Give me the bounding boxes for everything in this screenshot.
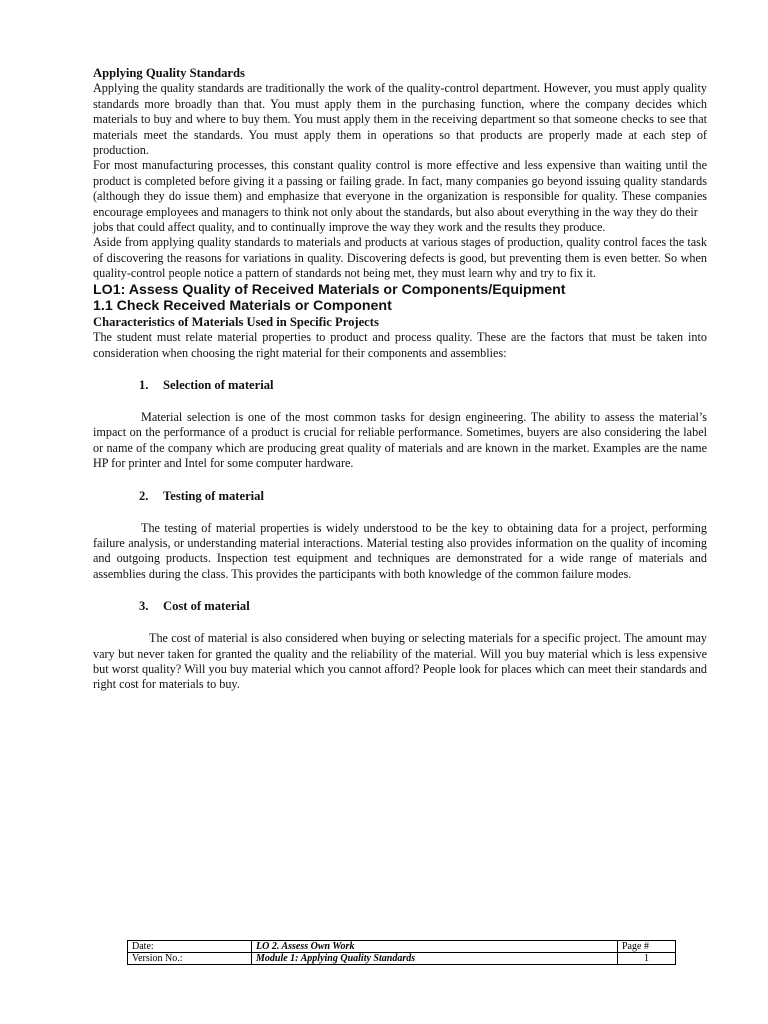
item-number: 3.: [139, 599, 149, 614]
intro-paragraph-1: Applying the quality standards are traditionally the work of the quality-control department. However, you must apply quality standards more broadly than that. You must apply them in the purchasing function, where the company decides which materials to buy and where to buy them. You must apply them in the receiving department so that someone checks to see that materials meet the standards. You must apply them in operations so that products are properly made at each step of production.: [93, 81, 707, 158]
item-title: Cost of material: [163, 599, 250, 614]
intro-paragraph-3: Aside from applying quality standards to materials and products at various stages of production, quality control faces the task of discovering the reasons for variations in quality. Discovering defects is good, but preventing them is even better. So when quality-control people notice a pattern of standards not being met, they must learn why and try to fix it.: [93, 235, 707, 281]
footer-row: [128, 941, 676, 953]
document-page: [93, 66, 707, 693]
subsection-heading: 1.1 Check Received Materials or Component: [93, 298, 392, 315]
item-heading-cost: [93, 598, 707, 614]
footer-page-number: 1: [618, 953, 676, 965]
characteristics-heading: Characteristics of Materials Used in Specific Projects: [93, 314, 379, 329]
footer-version-label: Version No.:: [128, 953, 252, 965]
footer-date-label: Date:: [128, 941, 252, 953]
characteristics-paragraph: The student must relate material properties to product and process quality. These are the factors that must be taken into consideration when choosing the right material for their components and assemblies:: [93, 330, 707, 360]
item-title: Selection of material: [163, 378, 274, 392]
intro-paragraph-2: For most manufacturing processes, this constant quality control is more effective and less expensive than waiting until the product is completed before giving it a passing or failing grade. In fact, many companies go beyond issuing quality standards (although they do issue them) and emphasize that everyone in the organization is responsible for quality. These companies encourage employees and managers to think not only about the standards, but also about everything in the way they do their: [93, 158, 707, 219]
footer-lo-label: LO 2. Assess Own Work: [252, 941, 618, 953]
intro-paragraph-2-continued: jobs that could affect quality, and to continually improve the way they work and the results they produce.: [93, 220, 606, 235]
learning-outcome-heading: LO1: Assess Quality of Received Materials or Components/Equipment: [93, 281, 566, 298]
item-title: Testing of material: [163, 488, 264, 503]
item-body-cost: The cost of material is also considered when buying or selecting materials for a specific project. The amount may vary but never taken for granted the quality and the reliability of the material. Will you buy material which is less expensive but worst quality? Will you buy material which you cannot afford? People look for places which can meet their standards and right cost for materials to buy.: [93, 631, 707, 692]
item-number: 2.: [139, 488, 149, 503]
item-body-selection: Material selection is one of the most common tasks for design engineering. The ability to assess the material’s impact on the performance of a product is crucial for reliable performance. Sometimes, buyers are also considering the label or name of the company which are producing great quality of materials and are known in the market. Examples are the name HP for printer and Intel for some computer hardware.: [93, 410, 707, 471]
item-heading-selection: [93, 377, 707, 393]
page-footer-table: [127, 940, 676, 965]
footer-module-label: Module 1: Applying Quality Standards: [252, 953, 618, 965]
item-body-testing: The testing of material properties is widely understood to be the key to obtaining data for a project, performing failure analysis, or understanding material interactions. Material testing also provides information on the quality of incoming and outgoing products. Inspection test equipment and techniques are demonstrated for a wide range of materials and assemblies during the class. This provides the participants with both knowledge of the common failure modes.: [93, 520, 707, 581]
footer-row: [128, 953, 676, 965]
section-title: Applying Quality Standards: [93, 66, 245, 80]
item-heading-testing: [93, 488, 707, 504]
item-number: 1.: [139, 378, 149, 392]
footer-page-label: Page #: [618, 941, 676, 953]
